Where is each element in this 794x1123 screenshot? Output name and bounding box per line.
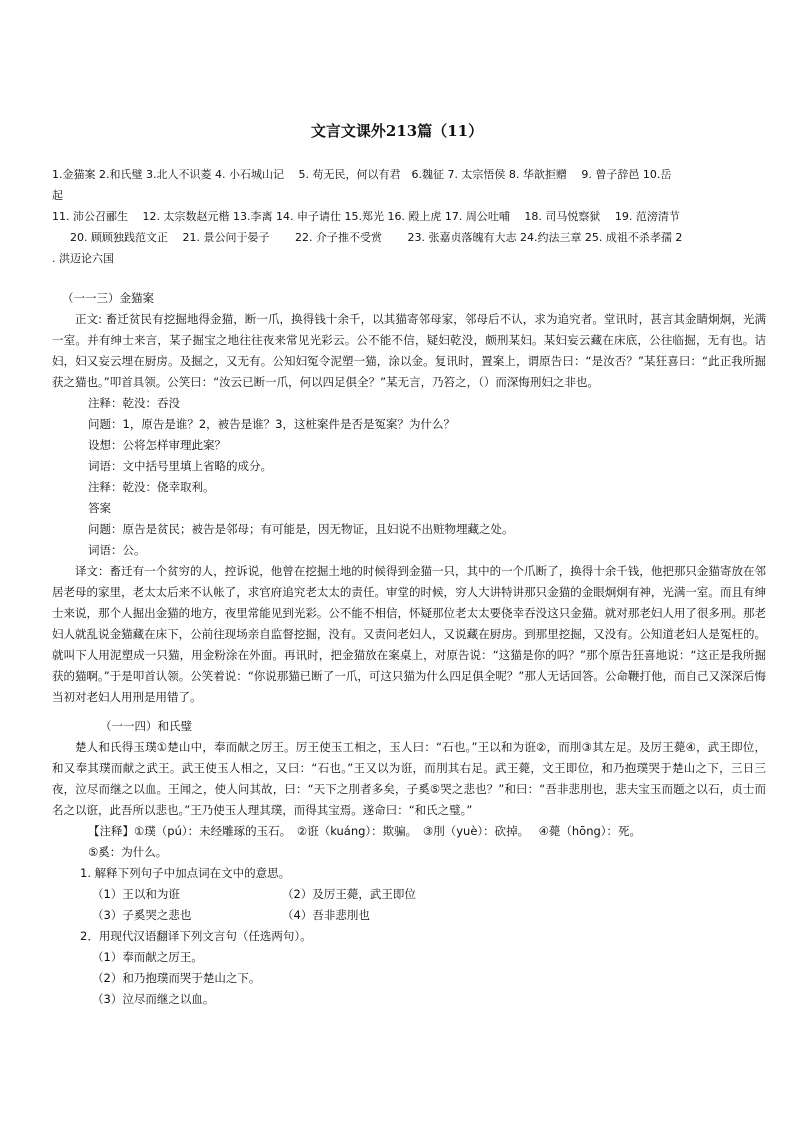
page-title: 文言文课外213篇（11）	[310, 122, 484, 140]
toc-line: 11. 沛公召郦生 12. 太宗数赵元楷 13.李离 14. 申子请仕 15.郑光 16. 殿上虎 17. 周公吐哺 18. 司马悦察狱 19. 范滂清节	[52, 210, 680, 223]
translation-paragraph: 译文：畜迁有一个贫穷的人，控诉说，他曾在挖掘土地的时候得到金猫一只，其中的一个爪断了，换得十余千钱，他把那只金猫寄放在邻居老母的家里，老太太后来不认帐了，求官府追究老太太的责任。审堂的时候，穷人大讲特讲那只金猫的金眼炯炯有神，光满一室。而且有绅士来说，那个人掘出金猫的地方，夜里常能见到光彩。公不能不相信，怀疑那位老太太要侥幸吞没这只金猫。就对那老妇人用了很多刑。那老妇人就乱说金猫藏在床下，公前往现场亲自监督挖掘，没有。又责问老妇人，又说藏在厨房。到那里挖掘，又没有。公知道老妇人是冤枉的。就叫下人用泥塑成一只猫，用金粉涂在外面。再讯时，把金猫放在案桌上，对原告说：“这猫是你的吗？”那个原告狂喜地说：“这正是我所掘获的猫啊。”于是叩首认领。公笑着说：“你说那猫已断了一爪，可这只猫为什么四足俱全呢？”那人无话回答。公命鞭打他，而自己又深深后悔当初对老妇人用刑是用错了。	[52, 564, 766, 704]
question-item: （1）王以和为诳	[92, 887, 180, 901]
question-item: （4）吾非悲刖也	[282, 908, 370, 922]
question-item: （1）奉而献之厉王。	[92, 950, 203, 964]
table-of-contents	[52, 164, 767, 269]
section-heshi-jade	[52, 716, 766, 1010]
question-item: （2）和乃抱璞而哭于楚山之下。	[92, 971, 261, 985]
answer-line: 问题：原告是贫民；被告是邻母；有可能是，因无物证，且妇说不出赃物埋藏之处。	[88, 522, 514, 536]
question-item: （3）泣尽而继之以血。	[92, 992, 215, 1006]
section-heading: （一一四）和氏璧	[100, 719, 192, 733]
section-golden-cat	[52, 288, 766, 708]
note-line: 注释：乾没：吞没	[88, 396, 180, 410]
toc-line: 起	[52, 189, 63, 202]
annotation-line: ⑤奚：为什么。	[88, 845, 168, 859]
toc-line: 20. 顾顾独践范文正 21. 景公问于晏子 22. 介子推不受赏 23. 张嘉贞落魄有大志 24.约法三章 25. 成祖不杀孝孺 2	[70, 231, 683, 244]
annotation-line: 【注释】①璞（pú）：未经雕琢的玉石。 ②诳（kuáng）：欺骗。 ③刖（yuè）：砍掉。 ④薨（hōng）：死。	[88, 824, 642, 838]
question-heading: 2．用现代汉语翻译下列文言句（任选两句）。	[80, 929, 312, 943]
toc-line: 1.金猫案 2.和氏璧 3.北人不识菱 4. 小石城山记 5. 苟无民，何以有君 6.魏征 7. 太宗悟侯 8. 华歆拒赠 9. 曾子辞邑 10.岳	[52, 168, 672, 181]
note-line: 注释：乾没：侥幸取利。	[88, 480, 215, 494]
hypothesis-line: 设想：公将怎样审理此案？	[88, 438, 226, 452]
question-items-row	[52, 884, 766, 905]
section-body: 楚人和氏得玉璞①楚山中，奉而献之厉王。厉王使玉工相之，玉人曰：“石也。”王以和为诳②，而刖③其左足。及厉王薨④，武王即位，和又奉其璞而献之武王。武王使玉人相之，又曰：“石也。”王又以为诳，而刖其右足。武王薨，文王即位，和乃抱璞哭于楚山之下，三日三夜，泣尽而继之以血。王闻之，使人问其故，曰：“天下之刖者多矣，子奚⑤哭之悲也？”和曰：“吾非悲刖也，悲夫宝玉而题之以石，贞士而名之以诳，此吾所以悲也。”王乃使玉人理其璞，而得其宝焉。遂命曰：“和氏之璧。”	[52, 740, 766, 817]
question-items-row	[52, 905, 766, 926]
question-item: （3）子奚哭之悲也	[92, 908, 192, 922]
toc-line: . 洪迈论六国	[52, 252, 114, 265]
answer-line: 词语：公。	[88, 543, 146, 557]
question-line: 问题：1，原告是谁？2，被告是谁？3，这桩案件是否是冤案？为什么？	[88, 417, 455, 431]
question-heading: 1. 解释下列句子中加点词在文中的意思。	[80, 866, 291, 880]
vocab-line: 词语：文中括号里填上省略的成分。	[88, 459, 272, 473]
answer-heading: 答案	[88, 501, 111, 515]
section-body: 正文: 畜迁贫民有挖掘地得金猫，断一爪，换得钱十余千，以其猫寄邻母家，邻母后不认，求为追究者。堂讯时，甚言其金睛炯炯，光满一室。并有绅士来言，某子掘宝之地往往夜来常见光彩云。公不能不信，疑妇乾没，颇刑某妇。某妇妄云藏在床底，公往临掘，无有也。诘妇，妇又妄云埋在厨房。及掘之，又无有。公知妇冤令泥塑一猫，涂以金。复讯时，置案上，谓原告曰：“是汝否？”某狂喜曰：“此正我所掘获之猫也。”叩首具领。公笑曰：“汝云已断一爪，何以四足俱全？”某无言，乃笞之，（）而深悔刑妇之非也。	[52, 312, 766, 389]
question-item: （2）及厉王薨，武王即位	[282, 887, 416, 901]
section-heading: （一一三）金猫案	[62, 291, 154, 305]
